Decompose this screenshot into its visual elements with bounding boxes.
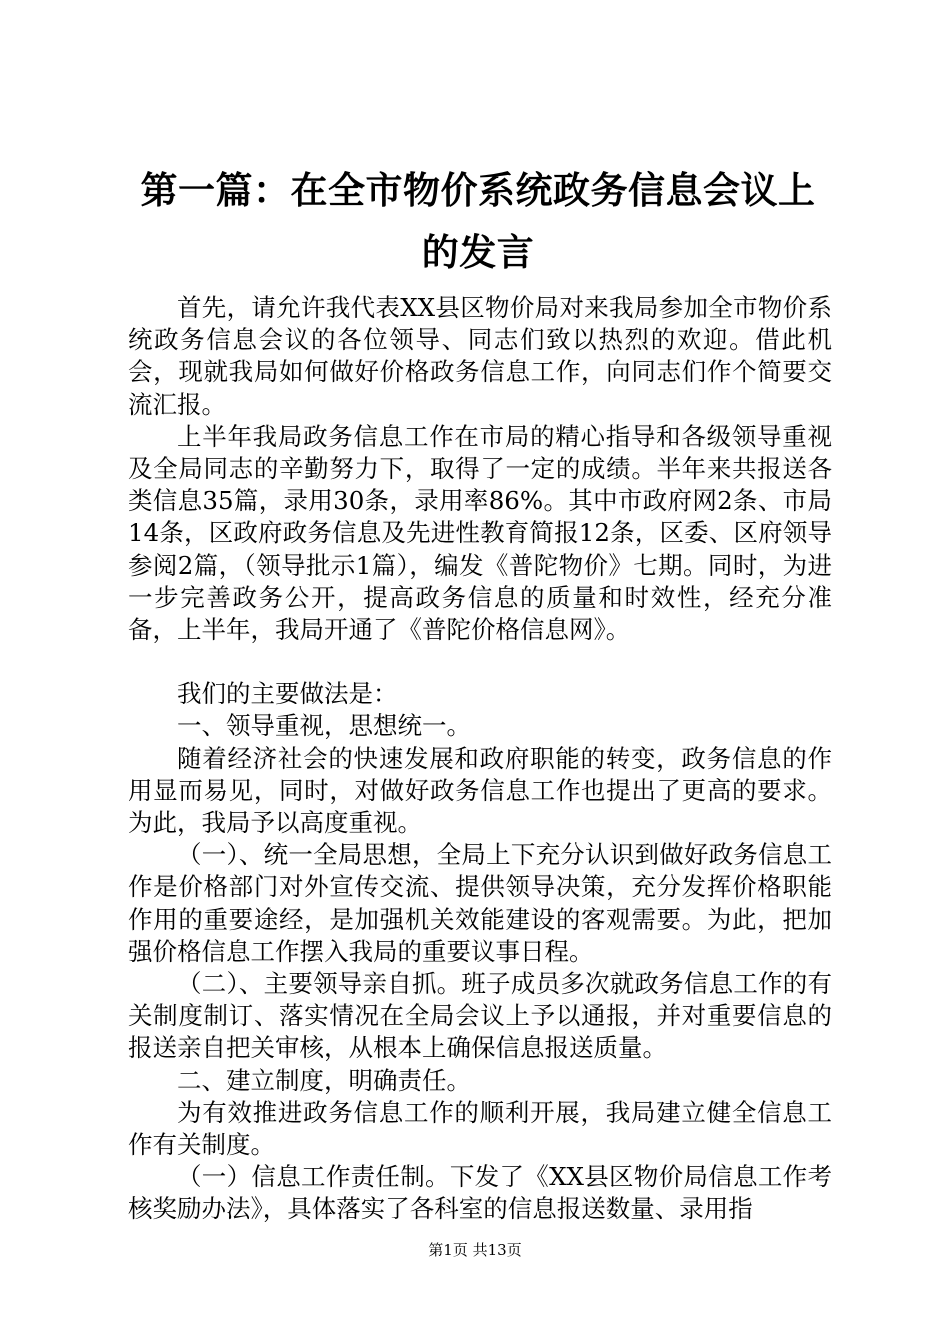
paragraph-1: 首先，请允许我代表XX县区物价局对来我局参加全市物价系统政务信息会议的各位领导、同志们致以热烈的欢迎。借此机会，现就我局如何做好价格政务信息工作，向同志们作个简要交流汇报。: [128, 293, 832, 419]
section-heading-2: 二、建立制度，明确责任。: [177, 1065, 471, 1095]
paragraph-3: 我们的主要做法是：: [177, 679, 398, 709]
document-body: [128, 292, 832, 1226]
paragraph-2: 上半年我局政务信息工作在市局的精心指导和各级领导重视及全局同志的辛勤努力下，取得了一定的成绩。半年来共报送各类信息35篇，录用30条，录用率86%。其中市政府网2条、市局14条，区政府政务信息及先进性教育简报12条，区委、区府领导参阅2篇，（领导批示1篇），编发《普陀物价》七期。同时，为进一步完善政务公开，提高政务信息的质量和时效性，经充分准备，上半年，我局开通了《普陀价格信息网》。: [128, 421, 832, 645]
paragraph-gap: [128, 646, 832, 678]
paragraph-6: （二）、主要领导亲自抓。班子成员多次就政务信息工作的有关制度制订、落实情况在全局会议上予以通报，并对重要信息的报送亲自把关审核，从根本上确保信息报送质量。: [128, 969, 832, 1063]
document-title: 第一篇：在全市物价系统政务信息会议上的发言: [140, 169, 816, 274]
paragraph-5: （一）、统一全局思想，全局上下充分认识到做好政务信息工作是价格部门对外宣传交流、提供领导决策，充分发挥价格职能作用的重要途经，是加强机关效能建设的客观需要。为此，把加强价格信息工作摆入我局的重要议事日程。: [128, 840, 832, 966]
paragraph-7: 为有效推进政务信息工作的顺利开展，我局建立健全信息工作有关制度。: [128, 1097, 832, 1160]
paragraph-8: （一）信息工作责任制。下发了《XX县区物价局信息工作考核奖励办法》，具体落实了各科室的信息报送数量、录用指: [128, 1162, 832, 1224]
section-heading-1: 一、领导重视，思想统一。: [177, 711, 471, 741]
paragraph-4: 随着经济社会的快速发展和政府职能的转变，政务信息的作用显而易见，同时，对做好政务信息工作也提出了更高的要求。为此，我局予以高度重视。: [128, 743, 832, 838]
page-footer: 第1页 共13页: [428, 1241, 522, 1259]
